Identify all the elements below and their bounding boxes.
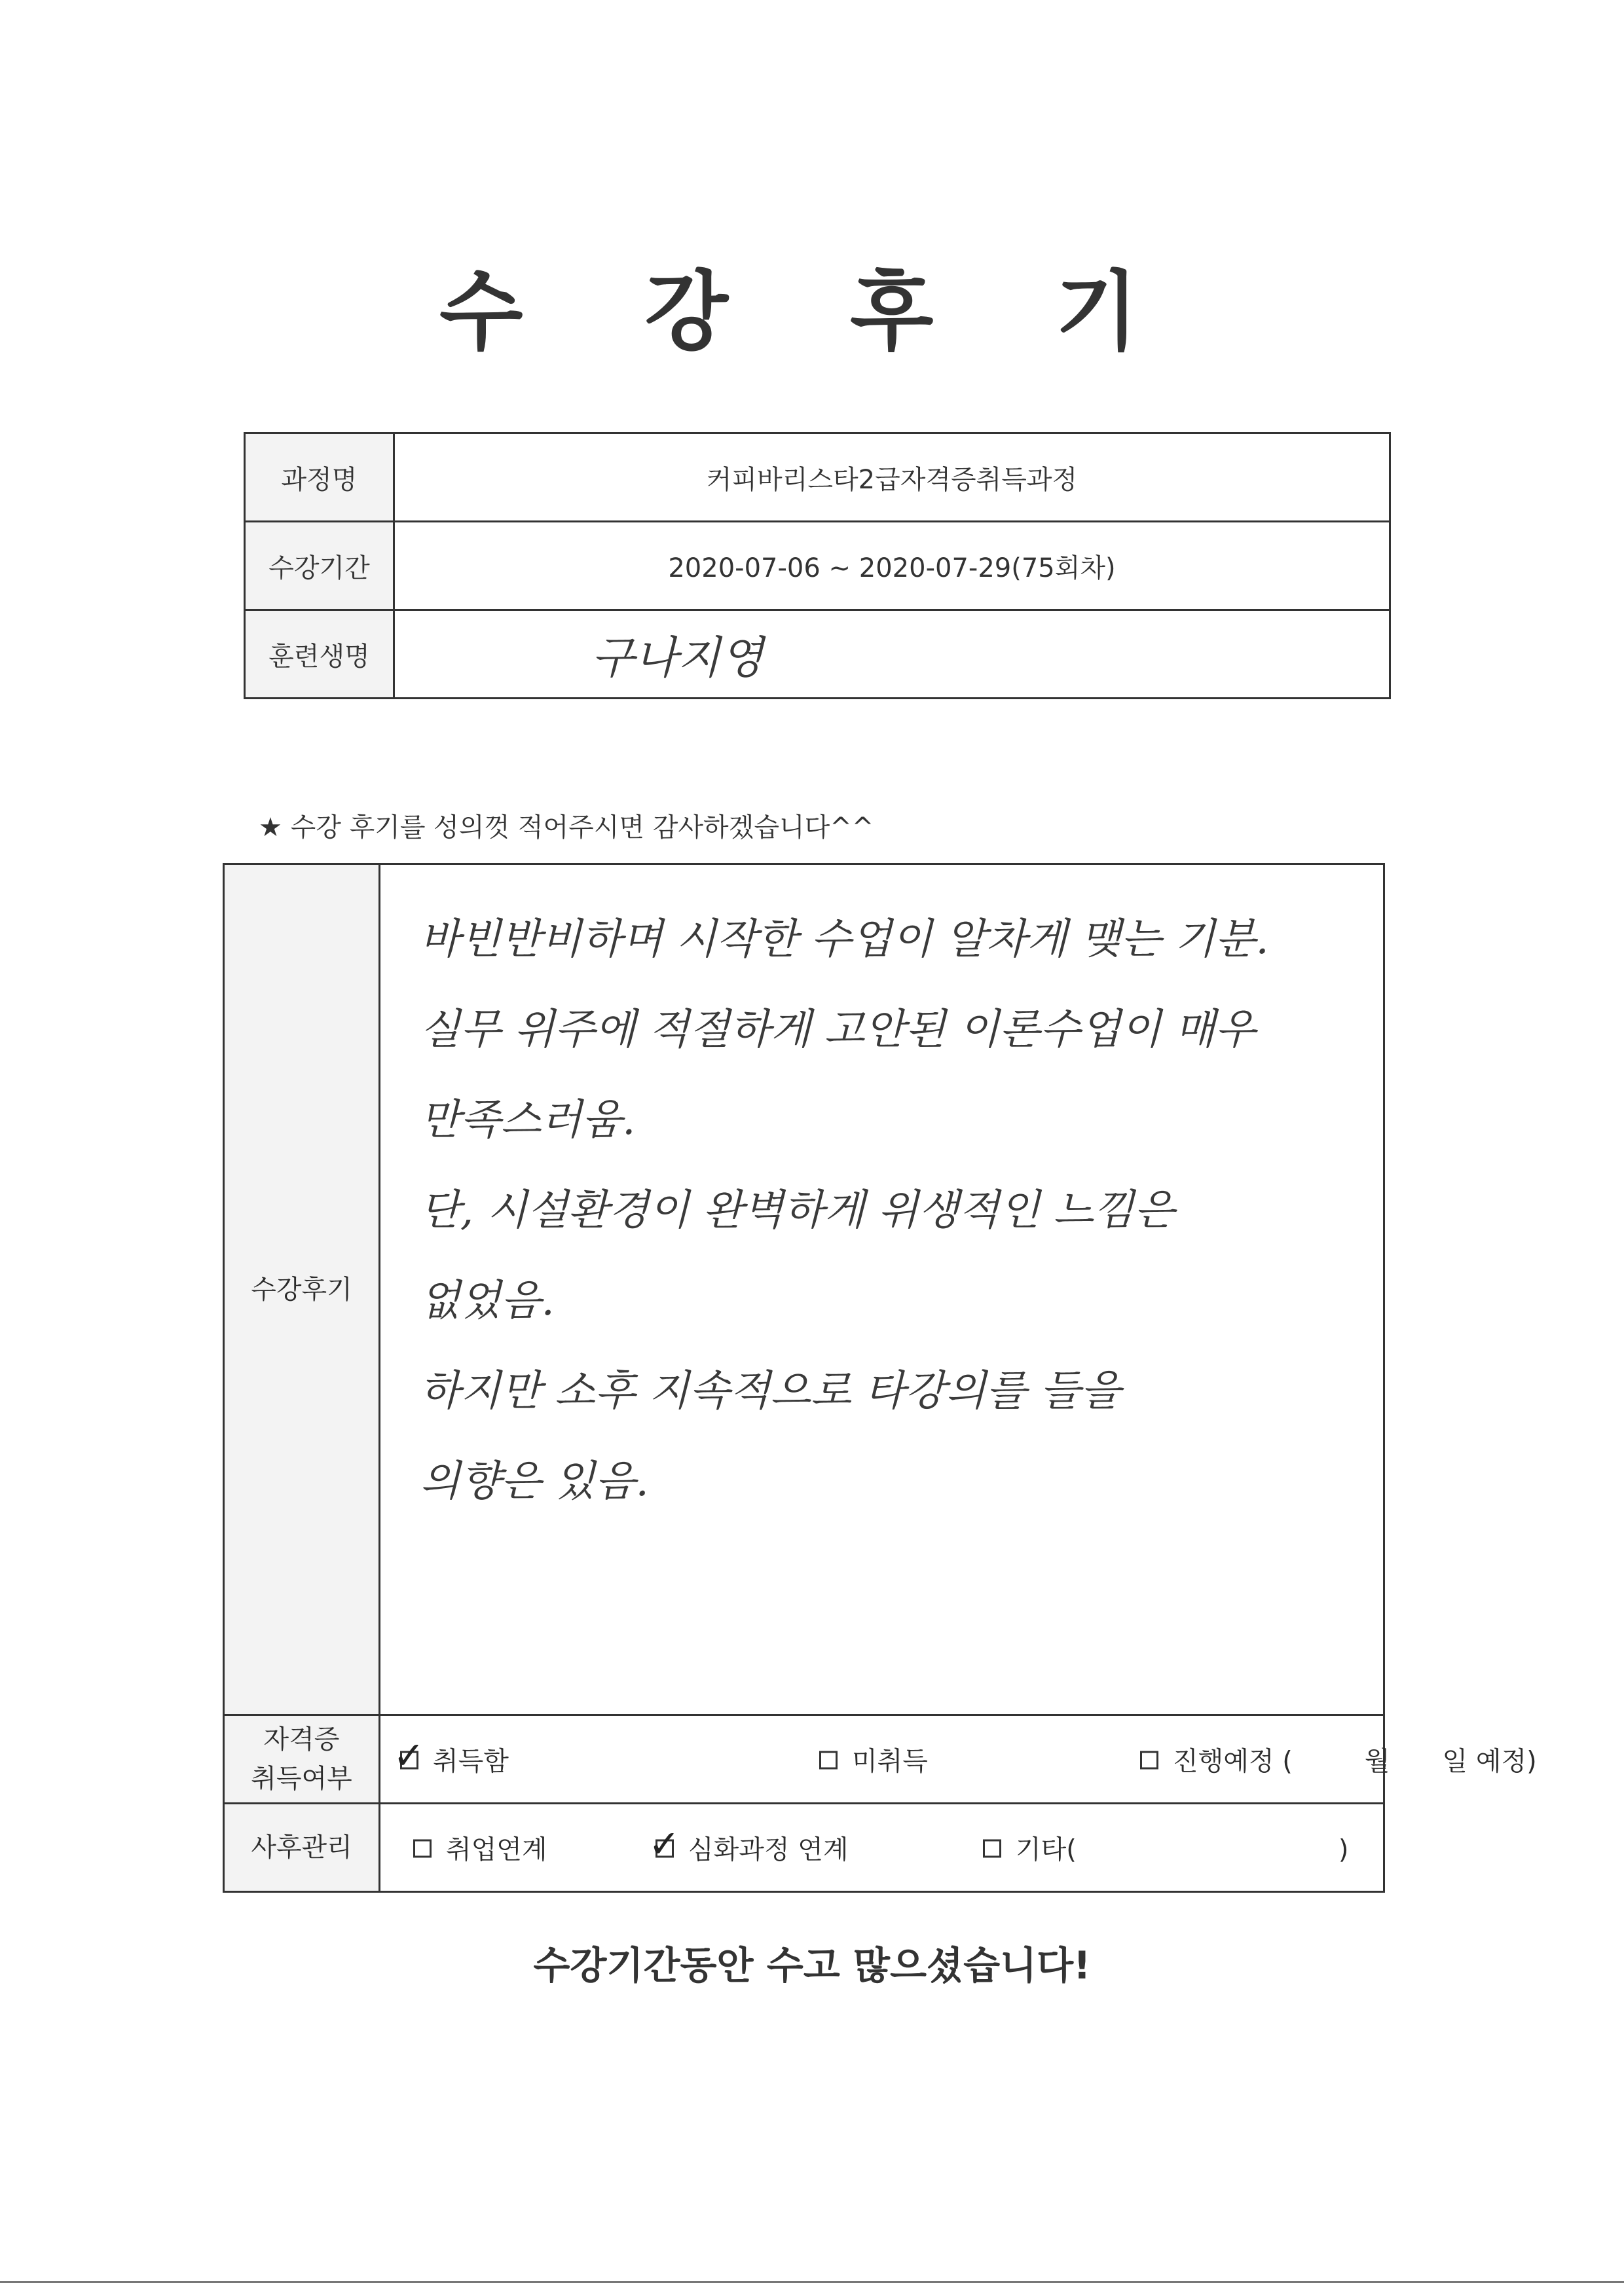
review-line-2: 실무 위주에 적절하게 고안된 이론수업이 매우 xyxy=(420,1006,1256,1054)
certificate-row xyxy=(224,1715,1384,1804)
review-line-5: 없었음. xyxy=(420,1277,555,1325)
course-name-row xyxy=(245,433,1390,522)
scan-bottom-edge xyxy=(0,2281,1624,2283)
course-period-row xyxy=(245,522,1390,610)
certificate-label-line1: 자격증 xyxy=(263,1724,340,1755)
followup-options xyxy=(380,1804,1384,1892)
review-line-3: 만족스러움. xyxy=(420,1096,636,1144)
checkbox-employment[interactable] xyxy=(413,1840,432,1858)
review-table xyxy=(223,863,1537,1893)
review-row xyxy=(224,864,1384,1715)
page-title: 수 강 후 기 xyxy=(439,262,1185,363)
review-line-1: 바빈반비하며 시작한 수업이 알차게 맺는 기분. xyxy=(420,915,1269,964)
option-advanced-course[interactable] xyxy=(648,1821,849,1867)
checkbox-other[interactable] xyxy=(983,1840,1001,1858)
certificate-label xyxy=(224,1715,380,1804)
option-not-acquired[interactable] xyxy=(819,1741,928,1778)
checkbox-scheduled[interactable] xyxy=(1140,1751,1158,1770)
review-line-7: 의향은 있음. xyxy=(420,1457,649,1506)
review-line-6: 하지만 소후 지속적으로 타강의를 들을 xyxy=(420,1367,1121,1415)
option-acquired[interactable] xyxy=(393,1733,509,1778)
option-acquired-label: 취득함 xyxy=(433,1746,509,1777)
option-employment[interactable] xyxy=(413,1829,547,1867)
review-line-4: 단, 시설환경이 완벽하게 위생적인 느낌은 xyxy=(420,1186,1175,1235)
option-advanced-course-label: 심화과정 연계 xyxy=(688,1834,849,1865)
check-mark-icon: ✓ xyxy=(393,1733,425,1778)
option-other-label: 기타( xyxy=(1016,1834,1077,1865)
followup-label: 사후관리 xyxy=(224,1804,380,1892)
review-instruction-note: ★ 수강 후기를 성의껏 적어주시면 감사하겠습니다^^ xyxy=(259,812,874,843)
option-other[interactable] xyxy=(983,1829,1349,1867)
course-info-table xyxy=(244,432,1391,699)
certificate-label-line2: 취득여부 xyxy=(251,1764,352,1794)
review-label: 수강후기 xyxy=(224,864,380,1715)
trainee-name-label: 훈련생명 xyxy=(245,610,394,699)
option-scheduled[interactable] xyxy=(1140,1741,1537,1778)
checkbox-acquired[interactable] xyxy=(393,1733,425,1778)
trainee-name-value[interactable]: 구나지영 xyxy=(394,610,1390,699)
option-scheduled-label: 진행예정 ( xyxy=(1173,1746,1293,1777)
option-employment-label: 취업연계 xyxy=(446,1834,547,1865)
course-name-label: 과정명 xyxy=(245,433,394,522)
course-name-value: 커피바리스타2급자격증취득과정 xyxy=(394,433,1390,522)
course-period-value: 2020-07-06 ~ 2020-07-29(75회차) xyxy=(394,522,1390,610)
check-mark-icon: ✓ xyxy=(648,1821,680,1867)
option-not-acquired-label: 미취득 xyxy=(852,1746,928,1777)
course-period-label: 수강기간 xyxy=(245,522,394,610)
option-other-close: ) xyxy=(1338,1834,1349,1865)
month-label: 월 xyxy=(1364,1746,1390,1777)
followup-row xyxy=(224,1804,1384,1892)
review-text-area[interactable] xyxy=(380,864,1384,1715)
closing-message: 수강기간동안 수고 많으셨습니다! xyxy=(533,1943,1091,1988)
day-label: 일 예정) xyxy=(1442,1746,1537,1777)
trainee-name-row xyxy=(245,610,1390,699)
checkbox-not-acquired[interactable] xyxy=(819,1751,838,1770)
certificate-options xyxy=(380,1715,1537,1804)
checkbox-advanced-course[interactable] xyxy=(648,1821,680,1867)
